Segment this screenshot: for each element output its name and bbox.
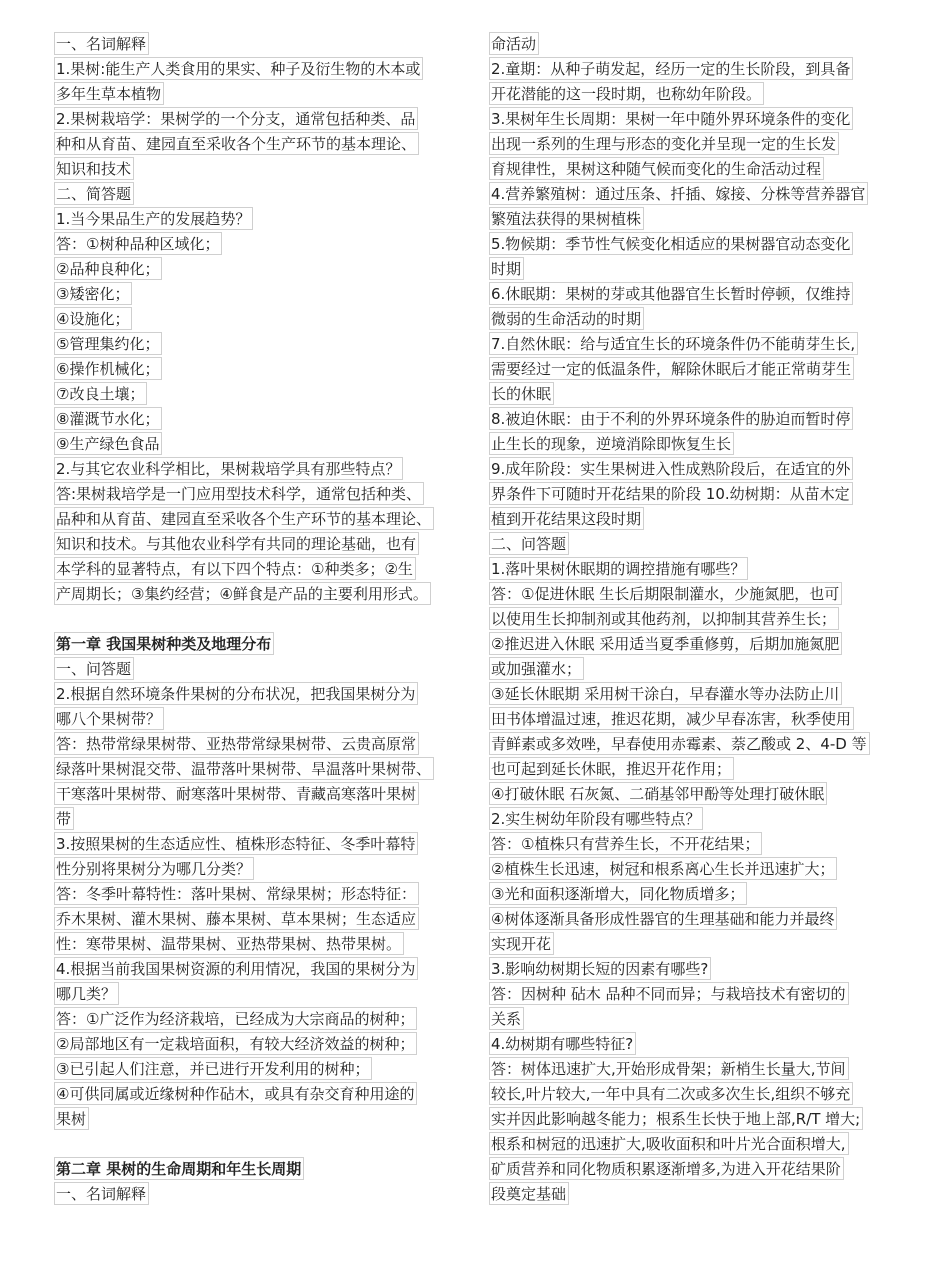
- text-line-box: 实并因此影响越冬能力；根系生长快于地上部,R/T 增大;: [489, 1107, 863, 1130]
- text-line-box: ④可供同属或近缘树种作砧木，或具有杂交育种用途的: [54, 1082, 417, 1105]
- text-line: [54, 507, 458, 532]
- text-line: [54, 382, 458, 407]
- text-line-box: 4.营养繁殖树：通过压条、扦插、嫁接、分株等营养器官: [489, 182, 868, 205]
- text-line: [54, 932, 458, 957]
- text-line: [489, 607, 893, 632]
- text-line-box: 答：因树种 砧木 品种不同而异；与栽培技术有密切的: [489, 982, 849, 1005]
- text-line: [489, 857, 893, 882]
- text-line-box: 一、名词解释: [54, 32, 149, 55]
- text-line: [489, 832, 893, 857]
- text-line: [489, 157, 893, 182]
- text-line: [489, 482, 893, 507]
- text-line: [489, 557, 893, 582]
- text-line-box: 答：树体迅速扩大,开始形成骨架；新梢生长量大,节间: [489, 1057, 849, 1080]
- text-line-box: 开花潜能的这一段时期，也称幼年阶段。: [489, 82, 764, 105]
- text-line: [489, 32, 893, 57]
- text-line-box: 答:果树栽培学是一门应用型技术科学，通常包括种类、: [54, 482, 424, 505]
- blank-line: [54, 1132, 458, 1157]
- text-line-box: 第二章 果树的生命周期和年生长周期: [54, 1157, 304, 1180]
- blank-line: [54, 607, 458, 632]
- text-line-box: 1.当今果品生产的发展趋势？: [54, 207, 253, 230]
- text-line: [54, 757, 458, 782]
- text-line: [54, 132, 458, 157]
- text-line: [489, 782, 893, 807]
- text-line-box: 段奠定基础: [489, 1182, 569, 1205]
- text-line-box: 根系和树冠的迅速扩大,吸收面积和叶片光合面积增大,: [489, 1132, 849, 1155]
- text-line-box: 以使用生长抑制剂或其他药剂，以抑制其营养生长；: [489, 607, 839, 630]
- text-line-box: 一、名词解释: [54, 1182, 149, 1205]
- text-line: [54, 832, 458, 857]
- text-line: [489, 232, 893, 257]
- text-line: [54, 732, 458, 757]
- text-line-box: 1.落叶果树休眠期的调控措施有哪些？: [489, 557, 748, 580]
- text-line-box: 乔木果树、灌木果树、藤本果树、草本果树；生态适应: [54, 907, 419, 930]
- text-line: [489, 957, 893, 982]
- text-line-box: 答：冬季叶幕特性：落叶果树、常绿果树；形态特征：: [54, 882, 419, 905]
- text-line: [489, 932, 893, 957]
- text-line: [54, 57, 458, 82]
- text-line: [489, 707, 893, 732]
- text-line: [489, 457, 893, 482]
- text-line-box: 种和从育苗、建园直至采收各个生产环节的基本理论、: [54, 132, 419, 155]
- text-line-box: 矿质营养和同化物质积累逐渐增多,为进入开花结果阶: [489, 1157, 844, 1180]
- text-line-box: ③已引起人们注意，并已进行开发利用的树种；: [54, 1057, 372, 1080]
- text-line: [54, 307, 458, 332]
- text-line: [489, 357, 893, 382]
- text-line: [54, 32, 458, 57]
- text-line: [489, 182, 893, 207]
- text-line: [54, 357, 458, 382]
- text-line: [489, 432, 893, 457]
- text-line: [489, 382, 893, 407]
- text-line-box: ③延长休眠期 采用树干涂白，早春灌水等办法防止川: [489, 682, 842, 705]
- text-line-box: 知识和技术。与其他农业科学有共同的理论基础，也有: [54, 532, 419, 555]
- text-line-box: 性：寒带果树、温带果树、亚热带果树、热带果树。: [54, 932, 404, 955]
- text-line-box: 4.幼树期有哪些特征?: [489, 1032, 636, 1055]
- text-line-box: 命活动: [489, 32, 539, 55]
- text-line: [54, 107, 458, 132]
- right-column: [489, 32, 893, 1207]
- text-line-box: 性分别将果树分为哪几分类？: [54, 857, 254, 880]
- text-line: [489, 407, 893, 432]
- text-line-box: ④打破休眠 石灰氮、二硝基邻甲酚等处理打破休眠: [489, 782, 827, 805]
- text-line-box: 第一章 我国果树种类及地理分布: [54, 632, 274, 655]
- left-column: [54, 32, 458, 1207]
- text-line: [54, 982, 458, 1007]
- text-line-box: 也可起到延长休眠，推迟开花作用；: [489, 757, 734, 780]
- text-line: [54, 957, 458, 982]
- text-line: [54, 582, 458, 607]
- text-line-box: 答：①广泛作为经济栽培，已经成为大宗商品的树种；: [54, 1007, 417, 1030]
- text-line: [489, 257, 893, 282]
- text-line-box: 微弱的生命活动的时期: [489, 307, 644, 330]
- text-line-box: 实现开花: [489, 932, 554, 955]
- text-line-box: ②局部地区有一定栽培面积，有较大经济效益的树种；: [54, 1032, 417, 1055]
- text-line-box: 干寒落叶果树带、耐寒落叶果树带、青藏高寒落叶果树: [54, 782, 419, 805]
- text-line: [489, 1032, 893, 1057]
- text-line: [489, 282, 893, 307]
- text-line-box: 长的休眠: [489, 382, 554, 405]
- text-line-box: 青鲜素或多效唑，早春使用赤霉素、萘乙酸或 2、4-D 等: [489, 732, 870, 755]
- text-line: [54, 1007, 458, 1032]
- text-line: [54, 432, 458, 457]
- text-line: [489, 132, 893, 157]
- text-line-box: 答：①树种品种区域化；: [54, 232, 222, 255]
- text-line-box: 较长,叶片较大,一年中具有二次或多次生长,组织不够充: [489, 1082, 853, 1105]
- text-line: [54, 1107, 458, 1132]
- text-line: [489, 57, 893, 82]
- text-line: [54, 232, 458, 257]
- text-line: [54, 157, 458, 182]
- text-line-box: 2.根据自然环境条件果树的分布状况，把我国果树分为: [54, 682, 418, 705]
- text-line-box: 绿落叶果树混交带、温带落叶果树带、旱温落叶果树带、: [54, 757, 434, 780]
- text-line: [489, 1057, 893, 1082]
- text-line: [489, 307, 893, 332]
- chapter-heading: [54, 632, 458, 657]
- text-line: [489, 1082, 893, 1107]
- text-line: [54, 257, 458, 282]
- text-line-box: 3.果树年生长周期：果树一年中随外界环境条件的变化: [489, 107, 853, 130]
- text-line: [489, 682, 893, 707]
- text-line-box: 止生长的现象，逆境消除即恢复生长: [489, 432, 734, 455]
- text-line-box: 带: [54, 807, 74, 830]
- text-line: [489, 1007, 893, 1032]
- text-line-box: 3.按照果树的生态适应性、植株形态特征、冬季叶幕特: [54, 832, 418, 855]
- text-line: [489, 207, 893, 232]
- text-line: [54, 532, 458, 557]
- text-line-box: 2.童期：从种子萌发起，经历一定的生长阶段，到具备: [489, 57, 853, 80]
- text-line-box: 1.果树:能生产人类食用的果实、种子及衍生物的木本或: [54, 57, 423, 80]
- text-line: [489, 107, 893, 132]
- text-line-box: 哪几类？: [54, 982, 119, 1005]
- text-line: [489, 332, 893, 357]
- text-line: [54, 882, 458, 907]
- text-line: [489, 1182, 893, 1207]
- text-line: [54, 907, 458, 932]
- text-line: [489, 632, 893, 657]
- text-line: [54, 207, 458, 232]
- text-line: [54, 782, 458, 807]
- text-line-box: 本学科的显著特点，有以下四个特点：①种类多；②生: [54, 557, 416, 580]
- text-line-box: 二、简答题: [54, 182, 134, 205]
- text-line-box: ⑥操作机械化；: [54, 357, 162, 380]
- text-line-box: 8.被迫休眠：由于不利的外界环境条件的胁迫而暂时停: [489, 407, 853, 430]
- text-line: [54, 1182, 458, 1207]
- text-line-box: 2.实生树幼年阶段有哪些特点？: [489, 807, 703, 830]
- text-line-box: ⑨生产绿色食品: [54, 432, 162, 455]
- text-line-box: 需要经过一定的低温条件，解除休眠后才能正常萌芽生: [489, 357, 854, 380]
- text-line: [489, 582, 893, 607]
- text-line-box: 多年生草本植物: [54, 82, 164, 105]
- text-line: [54, 182, 458, 207]
- text-line-box: 3.影响幼树期长短的因素有哪些?: [489, 957, 711, 980]
- text-line-box: 哪八个果树带？: [54, 707, 164, 730]
- text-line-box: ③矮密化；: [54, 282, 132, 305]
- text-line-box: ⑧灌溉节水化；: [54, 407, 162, 430]
- text-line-box: 田书体增温过速，推迟花期，减少早春冻害，秋季使用: [489, 707, 854, 730]
- text-line: [489, 532, 893, 557]
- text-line: [54, 657, 458, 682]
- text-line-box: 4.根据当前我国果树资源的利用情况，我国的果树分为: [54, 957, 418, 980]
- text-line-box: ③光和面积逐渐增大，同化物质增多；: [489, 882, 747, 905]
- text-line-box: 果树: [54, 1107, 89, 1130]
- text-line-box: 二、问答题: [489, 532, 569, 555]
- text-line: [489, 1107, 893, 1132]
- text-line-box: 答：①促进休眠 生长后期限制灌水，少施氮肥，也可: [489, 582, 842, 605]
- text-line-box: 界条件下可随时开花结果的阶段 10.幼树期：从苗木定: [489, 482, 853, 505]
- text-line: [489, 882, 893, 907]
- text-line: [54, 407, 458, 432]
- text-line: [489, 507, 893, 532]
- text-line-box: 2.与其它农业科学相比，果树栽培学具有那些特点？: [54, 457, 403, 480]
- text-line: [54, 857, 458, 882]
- text-line-box: 时期: [489, 257, 524, 280]
- text-line: [489, 1132, 893, 1157]
- text-line: [489, 757, 893, 782]
- text-line-box: 繁殖法获得的果树植株: [489, 207, 644, 230]
- text-line-box: ④树体逐渐具备形成性器官的生理基础和能力并最终: [489, 907, 837, 930]
- text-line-box: 或加强灌水；: [489, 657, 584, 680]
- text-line: [54, 482, 458, 507]
- text-line-box: ②品种良种化；: [54, 257, 162, 280]
- text-line: [489, 657, 893, 682]
- text-line-box: 6.休眠期：果树的芽或其他器官生长暂时停顿，仅维持: [489, 282, 853, 305]
- text-line: [54, 82, 458, 107]
- text-line: [54, 682, 458, 707]
- chapter-heading: [54, 1157, 458, 1182]
- text-line-box: 关系: [489, 1007, 524, 1030]
- text-line-box: 2.果树栽培学：果树学的一个分支，通常包括种类、品: [54, 107, 418, 130]
- text-line-box: ②推迟进入休眠 采用适当夏季重修剪，后期加施氮肥: [489, 632, 842, 655]
- text-line: [489, 982, 893, 1007]
- text-line: [54, 1032, 458, 1057]
- text-line: [489, 82, 893, 107]
- text-line-box: 知识和技术: [54, 157, 134, 180]
- text-line: [54, 282, 458, 307]
- text-line: [54, 1082, 458, 1107]
- text-line-box: 品种和从育苗、建园直至采收各个生产环节的基本理论、: [54, 507, 434, 530]
- text-line: [489, 907, 893, 932]
- text-line-box: 9.成年阶段：实生果树进入性成熟阶段后，在适宜的外: [489, 457, 853, 480]
- text-line: [54, 557, 458, 582]
- text-line: [54, 807, 458, 832]
- text-line-box: 一、问答题: [54, 657, 134, 680]
- text-line: [54, 707, 458, 732]
- text-line-box: 育规律性，果树这种随气候而变化的生命活动过程: [489, 157, 824, 180]
- text-line-box: 产周期长；③集约经营；④鲜食是产品的主要利用形式。: [54, 582, 431, 605]
- text-line-box: ⑦改良土壤；: [54, 382, 147, 405]
- text-line-box: 5.物候期：季节性气候变化相适应的果树器官动态变化: [489, 232, 853, 255]
- text-line-box: 答：热带常绿果树带、亚热带常绿果树带、云贵高原常: [54, 732, 419, 755]
- text-line: [489, 732, 893, 757]
- text-line-box: ②植株生长迅速，树冠和根系离心生长并迅速扩大；: [489, 857, 837, 880]
- text-line-box: ⑤管理集约化；: [54, 332, 162, 355]
- text-line-box: 植到开花结果这段时期: [489, 507, 644, 530]
- text-line-box: 答：①植株只有营养生长，不开花结果；: [489, 832, 762, 855]
- text-line-box: ④设施化；: [54, 307, 132, 330]
- text-line: [54, 1057, 458, 1082]
- text-line-box: 出现一系列的生理与形态的变化并呈现一定的生长发: [489, 132, 839, 155]
- text-line: [54, 332, 458, 357]
- text-line: [489, 1157, 893, 1182]
- text-line: [489, 807, 893, 832]
- text-line: [54, 457, 458, 482]
- text-line-box: 7.自然休眠：给与适宜生长的环境条件仍不能萌芽生长,: [489, 332, 858, 355]
